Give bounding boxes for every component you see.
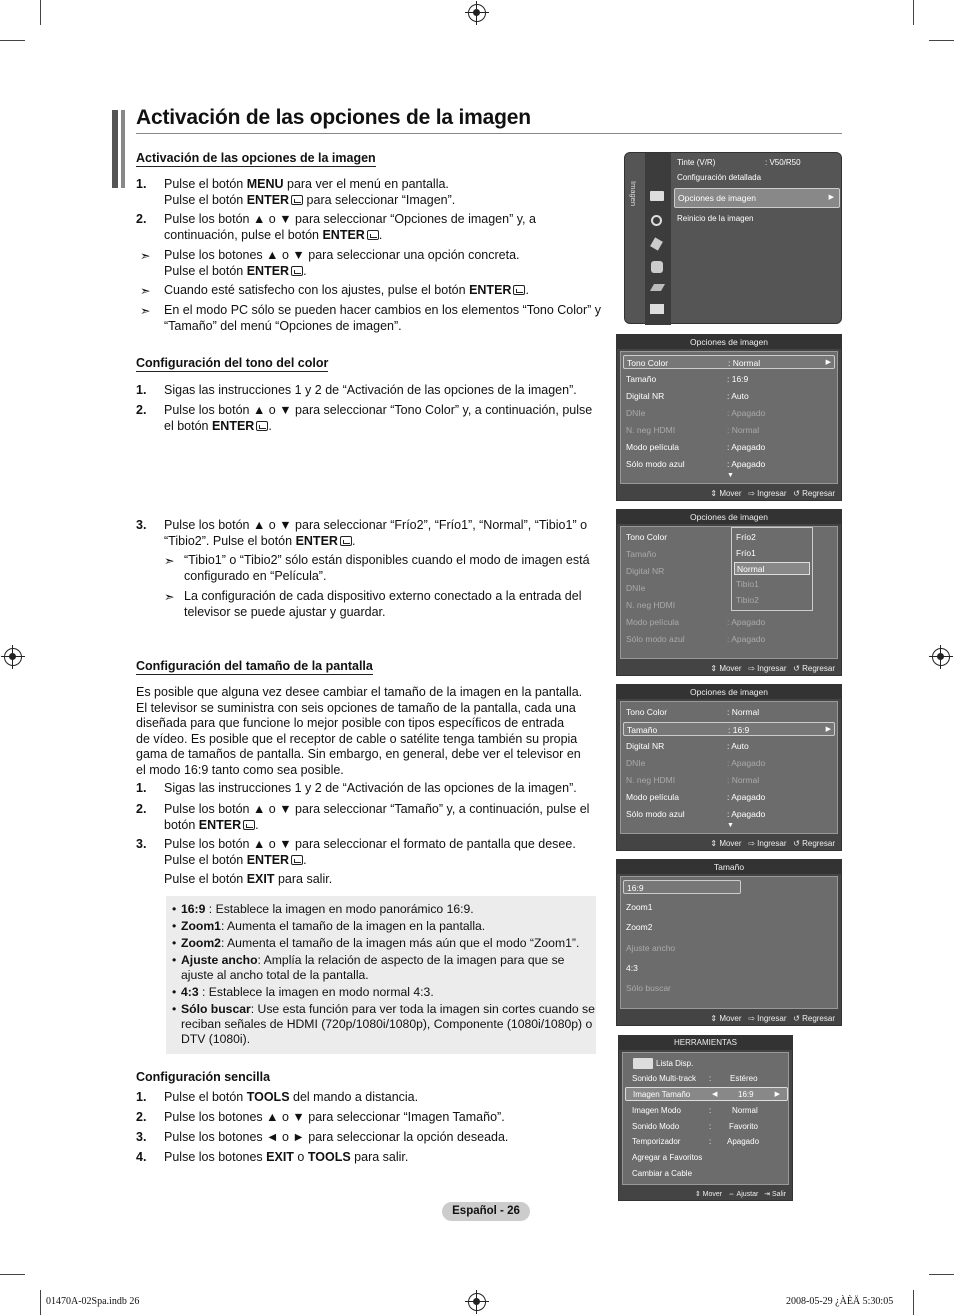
- step-text: Pulse los botón ▲ o ▼ para seleccionar “Opciones de imagen” y, a continuación, pulse el botón ENTER .: [164, 212, 536, 242]
- play-arrow-icon: ▶: [825, 359, 831, 366]
- note-text: “Tibio1” o “Tibio2” sólo están disponibles cuando el modo de imagen está configurado en “Película”.: [184, 553, 590, 583]
- step-number: 1.: [136, 177, 147, 191]
- section-heading: Configuración sencilla: [136, 1070, 271, 1084]
- step-number: 2.: [136, 1110, 147, 1124]
- step-number: 2.: [136, 802, 147, 816]
- osd-row[interactable]: Zoom1: [626, 902, 653, 912]
- osd-picture-menu: [624, 152, 842, 324]
- osd-row: N. neg HDMI: [626, 600, 676, 610]
- step-text: Pulse los botón ▲ o ▼ para seleccionar “Frío2”, “Frío1”, “Normal”, “Tibio1” o “Tibio2”. Pulse el botón ENTER .: [164, 518, 588, 548]
- size-options-list: [166, 896, 596, 1054]
- step-text: Pulse los botones EXIT o TOOLS para salir.: [164, 1150, 409, 1164]
- section-heading: Activación de las opciones de la imagen: [136, 151, 376, 165]
- osd-footer: ⇕ Mover ⇨ Ingresar ↺ Regresar: [710, 839, 835, 848]
- osd-row-label: Configuración detallada: [677, 173, 762, 182]
- osd-row: Sólo modo azul : Apagado: [626, 459, 766, 469]
- crop-mark: [913, 1290, 914, 1315]
- enter-icon: [256, 421, 268, 431]
- osd-row-label: Opciones de imagen: [678, 193, 756, 203]
- crop-mark: [929, 1274, 954, 1275]
- intro-paragraph: Es posible que alguna vez desee cambiar el tamaño de la imagen en la pantalla. El televisor se suministra con seis opciones de tamaño de la pantalla, cada una diseñada para que funcione lo mejor posible con tipos específicos de entrada de vídeo. Es posible que el receptor de cable o satélite tenga también su propia gama de tamaños de pantalla. Sin embargo, en general, debe ver el televisor en el modo 16:9 tanto como sea posible.: [136, 685, 583, 777]
- osd-row-label[interactable]: Cambiar a Cable: [632, 1169, 693, 1178]
- registration-mark-icon: [4, 648, 22, 666]
- enter-icon: [513, 285, 525, 295]
- list-item: • Ajuste ancho: Amplía la relación de aspecto de la imagen para que se ajuste al ancho total de la pantalla.: [174, 953, 596, 983]
- osd-row-label[interactable]: Sonido Multi-track: [632, 1074, 697, 1083]
- crop-mark: [0, 40, 25, 41]
- crop-mark: [913, 0, 914, 25]
- step-text: Pulse el botón TOOLS del mando a distancia.: [164, 1090, 419, 1104]
- device-list-icon: [633, 1058, 653, 1069]
- step-text: Pulse el botón MENU para ver el menú en pantalla. Pulse el botón ENTER para seleccionar “Imagen”.: [164, 177, 456, 207]
- note-arrow-icon: ➣: [140, 304, 151, 318]
- step-text: Pulse los botón ▲ o ▼ para seleccionar el formato de pantalla que desee. Pulse el botón ENTER .: [164, 837, 576, 867]
- osd-color-tone: [616, 509, 842, 676]
- list-item: • Zoom2: Aumenta el tamaño de la imagen más aún que el modo “Zoom1”.: [174, 936, 596, 951]
- osd-row: DNIe : Apagado: [626, 758, 766, 768]
- crop-mark: [0, 1274, 25, 1275]
- right-arrow-icon[interactable]: ▶: [774, 1091, 780, 1098]
- crop-mark: [40, 0, 41, 25]
- scroll-down-icon: ▼: [727, 472, 734, 479]
- osd-row: Digital NR: [626, 566, 665, 576]
- picture-icon: [650, 191, 664, 201]
- osd-row: Tono Color : Normal: [626, 707, 760, 717]
- note-arrow-icon: ➣: [164, 554, 175, 568]
- osd-separator: :: [709, 1074, 712, 1083]
- osd-row-value: Apagado: [727, 1137, 760, 1146]
- note-arrow-icon: ➣: [164, 590, 175, 604]
- osd-row-value: Estéreo: [730, 1074, 758, 1083]
- osd-footer: ⇕ Mover ⇨ Ingresar ↺ Regresar: [710, 489, 835, 498]
- osd-row[interactable]: Tamaño : 16:9 ▶: [623, 722, 835, 736]
- left-arrow-icon[interactable]: ◀: [712, 1091, 718, 1098]
- osd-row: Modo película : Apagado: [626, 617, 766, 627]
- osd-selected-row[interactable]: [625, 1087, 788, 1101]
- dropdown-option[interactable]: Tibio2: [736, 595, 759, 605]
- sound-icon: [651, 215, 662, 226]
- osd-separator: :: [709, 1122, 712, 1131]
- step-text: Pulse los botón ▲ o ▼ para seleccionar “Tono Color” y, a continuación, pulse el botón ENTER .: [164, 403, 593, 433]
- step-number: 3.: [136, 518, 147, 532]
- dropdown-option-selected[interactable]: Normal: [734, 562, 810, 575]
- title-rule: [136, 133, 842, 134]
- step-number: 3.: [136, 837, 147, 851]
- osd-row-label: Tinte (V/R): [677, 158, 716, 167]
- enter-icon: [291, 195, 303, 205]
- crop-mark: [40, 1290, 41, 1315]
- step-text: Pulse los botón ▲ o ▼ para seleccionar “Tamaño” y, a continuación, pulse el botón ENTER .: [164, 802, 590, 832]
- osd-row: N. neg HDMI : Normal: [626, 775, 760, 785]
- list-item: • Sólo buscar: Use esta función para ver toda la imagen sin cortes cuando se reciban señales de HDMI (720p/1080i/1080p), Componente (1080i/1080p) o DTV (1080i).: [174, 1002, 596, 1047]
- osd-header: Opciones de imagen: [617, 685, 841, 699]
- note-text: Pulse los botones ▲ o ▼ para seleccionar una opción concreta. Pulse el botón ENTER .: [164, 248, 520, 278]
- enter-icon: [340, 536, 352, 546]
- footer-timestamp: 2008-05-29 ¿ÀÈÄ 5:30:05: [786, 1296, 894, 1307]
- osd-row-value: : V50/R50: [765, 158, 801, 167]
- osd-row-label[interactable]: Lista Disp.: [656, 1059, 694, 1068]
- page-title: Activación de las opciones de la imagen: [136, 106, 531, 129]
- osd-row[interactable]: Ajuste ancho: [626, 943, 676, 953]
- osd-row: Modo película : Apagado: [626, 792, 766, 802]
- osd-picture-options: [616, 334, 842, 501]
- step-number: 1.: [136, 781, 147, 795]
- osd-row-value: 16:9: [738, 1090, 754, 1099]
- osd-row-label[interactable]: Temporizador: [632, 1137, 681, 1146]
- osd-row: Digital NR : Auto: [626, 741, 749, 751]
- osd-header: Opciones de imagen: [617, 335, 841, 349]
- step-number: 2.: [136, 403, 147, 417]
- enter-icon: [367, 230, 379, 240]
- note-arrow-icon: ➣: [140, 249, 151, 263]
- osd-row: DNIe: [626, 583, 646, 593]
- osd-separator: :: [709, 1106, 712, 1115]
- step-text: Sigas las instrucciones 1 y 2 de “Activación de las opciones de la imagen”.: [164, 383, 577, 397]
- osd-tools-menu: [618, 1035, 793, 1201]
- osd-row-label[interactable]: Sonido Modo: [632, 1122, 680, 1131]
- play-arrow-icon: ▶: [825, 726, 831, 733]
- osd-row: Tono Color: [626, 532, 668, 542]
- osd-row: N. neg HDMI : Normal: [626, 425, 760, 435]
- osd-row-label: Imagen Tamaño: [633, 1090, 691, 1099]
- enter-icon: [243, 820, 255, 830]
- dropdown-option[interactable]: Tibio1: [736, 579, 759, 589]
- osd-row-value: Favorito: [729, 1122, 758, 1131]
- osd-row-label[interactable]: Imagen Modo: [632, 1106, 681, 1115]
- osd-row[interactable]: Sólo buscar: [626, 983, 671, 993]
- osd-size-menu: [616, 859, 842, 1026]
- osd-row: Tamaño : 16:9: [626, 374, 749, 384]
- section-heading: Configuración del tono del color: [136, 356, 329, 370]
- osd-selected-row[interactable]: [674, 188, 840, 208]
- section-heading: Configuración del tamaño de la pantalla: [136, 659, 373, 673]
- enter-icon: [291, 266, 303, 276]
- title-decoration: [112, 110, 118, 188]
- footer-file-info: 01470A-02Spa.indb 26: [46, 1296, 140, 1307]
- list-item: • 16:9 : Establece la imagen en modo panorámico 16:9.: [174, 902, 596, 917]
- osd-side-label: Imagen: [629, 181, 638, 207]
- dropdown-option[interactable]: Frío1: [736, 548, 756, 558]
- osd-row: Digital NR : Auto: [626, 391, 749, 401]
- note-arrow-icon: ➣: [140, 284, 151, 298]
- osd-row: Sólo modo azul : Apagado: [626, 809, 766, 819]
- crop-mark: [929, 40, 954, 41]
- color-tone-dropdown[interactable]: [731, 527, 813, 611]
- step-text: Sigas las instrucciones 1 y 2 de “Activación de las opciones de la imagen”.: [164, 781, 577, 795]
- scroll-down-icon: ▼: [727, 822, 734, 829]
- osd-row[interactable]: Zoom2: [626, 922, 653, 932]
- osd-row-label[interactable]: Agregar a Favoritos: [632, 1153, 703, 1162]
- osd-header: HERRAMIENTAS: [619, 1036, 792, 1050]
- list-item: • Zoom1: Aumenta el tamaño de la imagen en la pantalla.: [174, 919, 596, 934]
- play-arrow-icon: ▶: [828, 194, 834, 201]
- registration-mark-icon: [468, 4, 486, 22]
- osd-row: Modo película : Apagado: [626, 442, 766, 452]
- osd-header: Tamaño: [617, 860, 841, 874]
- note-text: En el modo PC sólo se pueden hacer cambios en los elementos “Tono Color” y “Tamaño” del menú “Opciones de imagen”.: [164, 303, 602, 333]
- registration-mark-icon: [932, 648, 950, 666]
- step-text: Pulse los botones ◄ o ► para seleccionar la opción deseada.: [164, 1130, 509, 1144]
- osd-row[interactable]: 4:3: [626, 963, 638, 973]
- osd-row: Tamaño: [626, 549, 657, 559]
- osd-row: Sólo modo azul : Apagado: [626, 634, 766, 644]
- list-item: • 4:3 : Establece la imagen en modo normal 4:3.: [174, 985, 596, 1000]
- title-decoration: [121, 110, 125, 188]
- enter-icon: [291, 855, 303, 865]
- osd-picture-options-size: [616, 684, 842, 851]
- note-text: Cuando esté satisfecho con los ajustes, pulse el botón ENTER .: [164, 283, 529, 297]
- step-number: 4.: [136, 1150, 147, 1164]
- step-number: 1.: [136, 383, 147, 397]
- note-text: La configuración de cada dispositivo externo conectado a la entrada del televisor se puede ajustar y guardar.: [184, 589, 582, 619]
- osd-separator: :: [709, 1137, 712, 1146]
- osd-row: DNIe : Apagado: [626, 408, 766, 418]
- registration-mark-icon: [468, 1293, 486, 1311]
- osd-row[interactable]: 16:9: [623, 880, 741, 894]
- osd-footer: ⇕ Mover ⇨ Ingresar ↺ Regresar: [710, 1014, 835, 1023]
- setup-gear-icon: [651, 261, 663, 273]
- osd-row[interactable]: Tono Color : Normal ▶: [623, 355, 835, 369]
- step-number: 1.: [136, 1090, 147, 1104]
- step-text: Pulse los botones ▲ o ▼ para seleccionar “Imagen Tamaño”.: [164, 1110, 505, 1124]
- step-number: 3.: [136, 1130, 147, 1144]
- osd-header: Opciones de imagen: [617, 510, 841, 524]
- step-number: 2.: [136, 212, 147, 226]
- page-number-badge: Español - 26: [442, 1202, 530, 1221]
- support-icon: [650, 304, 664, 314]
- osd-footer: ⇕ Mover ⇨ Ingresar ↺ Regresar: [710, 664, 835, 673]
- dropdown-option[interactable]: Frío2: [736, 532, 756, 542]
- osd-footer: ⇕ Mover ⇔ Ajustar ⇥ Salir: [694, 1191, 786, 1198]
- exit-text: Pulse el botón EXIT para salir.: [164, 872, 333, 886]
- osd-row-value: Normal: [732, 1106, 758, 1115]
- osd-row-label: Reinicio de la imagen: [677, 214, 754, 223]
